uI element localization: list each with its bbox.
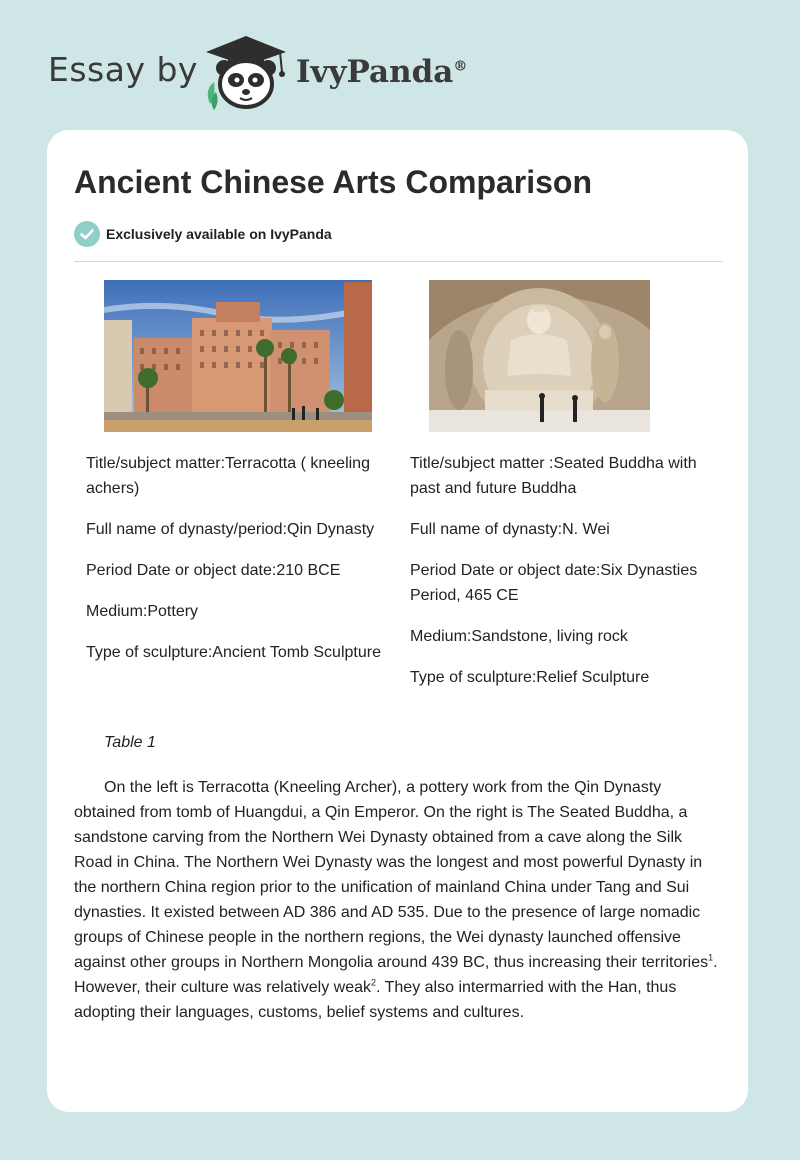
right-dynasty-row: Full name of dynasty:N. Wei xyxy=(410,521,610,538)
table-caption: Table 1 xyxy=(104,734,156,751)
left-dynasty-row: Full name of dynasty/period:Qin Dynasty xyxy=(86,521,375,538)
right-date-row: Period Date or object date:Six Dynasties Period, 465 CE xyxy=(410,562,698,604)
body-paragraph: On the left is Terracotta (Kneeling Archer), a pottery work from the Qin Dynasty obtained from tomb of Huangdui, a Qin Emperor. On the right is The Seated Buddha, a sandstone carving from the Northern Wei Dynasty obtained from a cave along the Silk Road in China. The Northern Wei Dynasty was the longest and most powerful Dynasty in the northern China region prior to the unification of mainland China under Tang and Sui dynasties. It existed between AD 386 and AD 535. Due to the presence of large nomadic groups of Chinese people in the northern regions, the Wei dynasty launched offensive against other groups in Northern Mongolia around 439 BC, thus increasing their territories$^1$. However, their culture was relatively weak$^2$. They also intermarried with the Han, thus adopting their languages, customs, belief systems and cultures. xyxy=(74,779,718,1021)
right-medium-row: Medium:Sandstone, living rock xyxy=(410,628,628,645)
check-circle-icon xyxy=(74,221,100,247)
essay-card xyxy=(47,130,748,1112)
left-type-row: Type of sculpture:Ancient Tomb Sculpture xyxy=(86,644,381,661)
footnote-ref-2[interactable]: 2 xyxy=(371,977,377,988)
brand-name: IvyPanda® xyxy=(296,54,468,90)
exclusive-badge xyxy=(74,221,332,247)
right-title-row: Title/subject matter :Seated Buddha with past and future Buddha xyxy=(410,455,697,497)
hotel-building-image xyxy=(104,280,372,432)
brand-prefix: Essay by xyxy=(48,50,198,89)
left-title-row: Title/subject matter:Terracotta ( kneeling achers) xyxy=(86,455,370,497)
left-date-row: Period Date or object date:210 BCE xyxy=(86,562,341,579)
badge-text: Exclusively available on IvyPanda xyxy=(106,226,332,242)
page-title: Ancient Chinese Arts Comparison xyxy=(74,164,593,200)
divider xyxy=(74,261,723,262)
seated-buddha-image xyxy=(429,280,650,432)
ivypanda-logo[interactable] xyxy=(200,34,292,110)
header xyxy=(0,0,800,120)
trademark-symbol: ® xyxy=(453,58,468,75)
right-type-row: Type of sculpture:Relief Sculpture xyxy=(410,669,650,686)
left-medium-row: Medium:Pottery xyxy=(86,603,199,620)
table-column-left xyxy=(86,451,391,681)
footnote-ref-1[interactable]: 1 xyxy=(708,952,714,963)
panda-graduate-icon xyxy=(200,34,292,110)
table-column-right xyxy=(410,451,720,706)
